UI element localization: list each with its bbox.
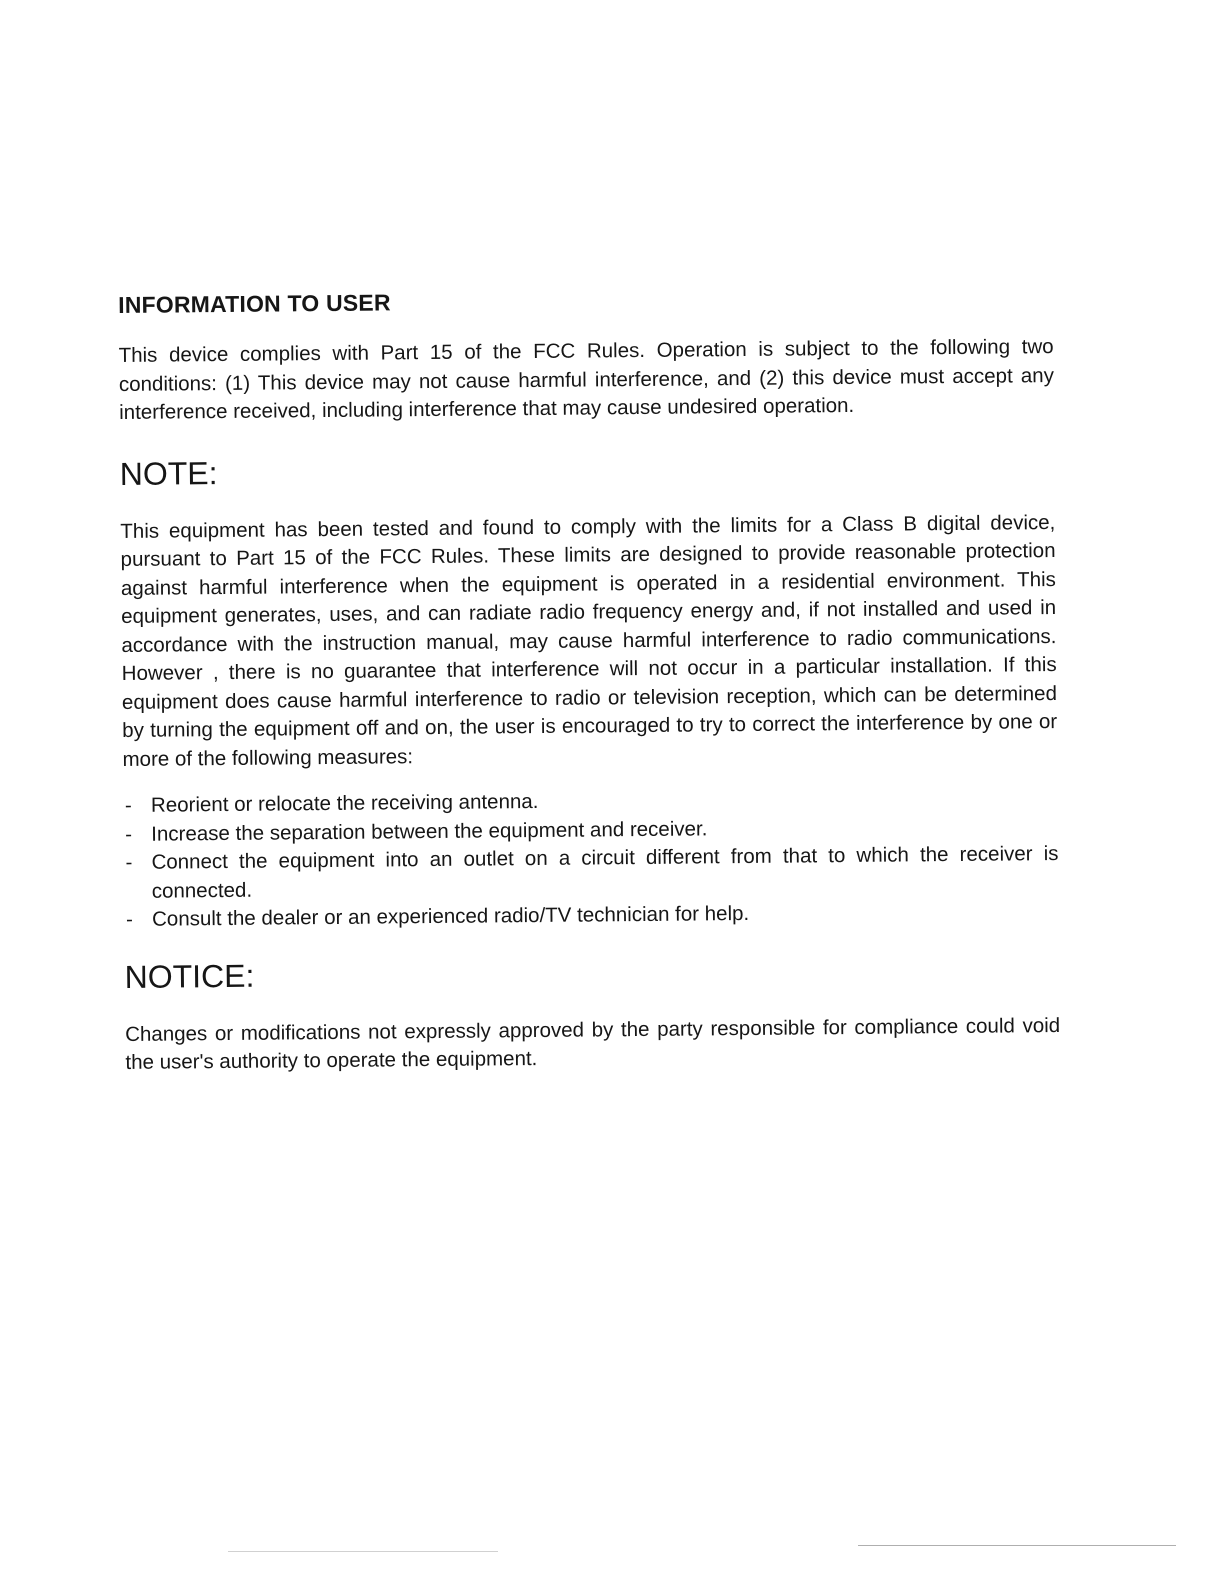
document-title: INFORMATION TO USER <box>118 289 391 318</box>
measure-text: Connect the equipment into an outlet on a circuit different from that to which the receiver is connected. <box>151 841 1059 903</box>
measure-text: Consult the dealer or an experienced radio/TV technician for help. <box>151 901 750 931</box>
scan-artifact-line <box>228 1551 498 1552</box>
measure-text: Increase the separation between the equipment and receiver. <box>151 816 708 846</box>
measure-text: Reorient or relocate the receiving antenna. <box>150 789 539 817</box>
document-content <box>118 279 1061 1077</box>
note-heading: NOTE: <box>119 454 218 492</box>
bullet-dash: - <box>124 793 132 817</box>
measure-item <box>123 840 1059 906</box>
bullet-dash: - <box>125 907 133 931</box>
measures-list <box>123 783 1059 934</box>
bullet-dash: - <box>125 822 133 846</box>
scan-artifact-line <box>858 1545 1176 1546</box>
notice-paragraph: Changes or modifications not expressly approved by the party responsible for compliance could void the user's authority to operate the equipment. <box>125 1013 1061 1074</box>
notice-heading: NOTICE: <box>124 957 255 995</box>
intro-paragraph: This device complies with Part 15 of the FCC Rules. Operation is subject to the following two conditions: (1) This device may not cause harmful interference, and (2) this device must accept any interference received, including interference that may cause undesired operation. <box>118 335 1054 424</box>
note-paragraph: This equipment has been tested and found to comply with the limits for a Class B digital device, pursuant to Part 15 of the FCC Rules. These limits are designed to provide reasonable protection against harmful interference when the equipment is operated in a residential environment. This equipment generates, uses, and can radiate radio frequency energy and, if not installed and used in accordance with the instruction manual, may cause harmful interference to radio communications. However , there is no guarantee that interference will not occur in a particular installation. If this equipment does cause harmful interference to radio or television reception, which can be determined by turning the equipment off and on, the user is encouraged to try to correct the interference by one or more of the following measures: <box>120 510 1058 771</box>
bullet-dash: - <box>125 850 133 874</box>
